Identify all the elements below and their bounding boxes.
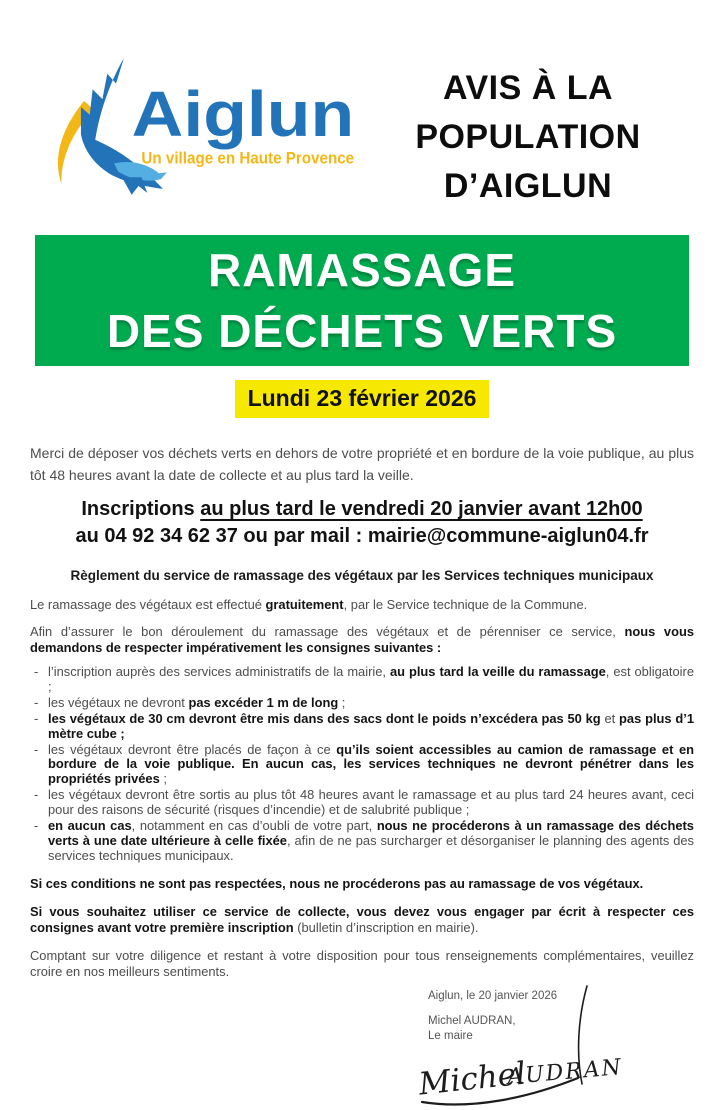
page-title	[360, 64, 696, 211]
inscriptions-deadline: Inscriptions au plus tard le vendredi 20 janvier avant 12h00	[81, 498, 643, 520]
banner-line-1: RAMASSAGE	[207, 243, 517, 296]
page-title-line-3: D’AIGLUN	[443, 167, 613, 205]
date-row	[0, 380, 724, 418]
aiglun-logo	[38, 54, 360, 196]
paragraph-closing: Comptant sur votre diligence et restant à votre disposition pour tous renseignements complémentaires, veuillez croire en nos meilleurs sentiments.	[30, 947, 694, 979]
page-title-line-1: AVIS À LA	[442, 69, 614, 107]
logo-wordmark: Aiglun	[131, 78, 355, 151]
signature-block	[417, 989, 668, 1108]
signature-role: Le maire	[428, 1029, 473, 1042]
signature-script-first: Michel	[417, 1055, 528, 1103]
header	[0, 0, 724, 211]
paragraph-conditions: Si ces conditions ne sont pas respectées, nous ne procéderons pas au ramassage de vos végétaux.	[30, 875, 644, 891]
list-item: - l’inscription auprès des services administratifs de la mairie, au plus tard la veille du ramassage, est obligatoire ;	[34, 665, 694, 695]
consignes-list	[34, 665, 694, 864]
inscriptions-contact: au 04 92 34 62 37 ou par mail : mairie@commune-aiglun04.fr	[75, 525, 649, 547]
logo-tagline: Un village en Haute Provence	[141, 148, 355, 168]
signature-name: Michel AUDRAN,	[428, 1014, 516, 1027]
list-item: - en aucun cas, notamment en cas d’oubli de votre part, nous ne procéderons à un ramassage des déchets verts à une date ultérieure à celle fixée, afin de ne pas surcharger et désorganiser le planning des agents des services techniques municipaux.	[34, 819, 694, 864]
banner-line-2: DES DÉCHETS VERTS	[106, 304, 618, 357]
eagle-wing-shape	[81, 58, 124, 144]
list-item: - les végétaux devront être placés de façon à ce qu’ils soient accessibles au camion de ramassage et en bordure de la voie publique. En aucun cas, les services techniques ne devront pénétrer dans les propriétés privées ;	[34, 743, 694, 788]
page-title-line-2: POPULATION	[415, 118, 641, 156]
paragraph-gratuit: Le ramassage des végétaux est effectué gratuitement, par le Service technique de la Commune.	[30, 597, 588, 612]
signature-place-date: Aiglun, le 20 janvier 2026	[428, 989, 558, 1002]
signature-script-last: AUDRAN	[506, 1054, 624, 1090]
signature-underline	[422, 1078, 578, 1105]
inscriptions-block	[0, 496, 724, 550]
list-item: - les végétaux de 30 cm devront être mis dans des sacs dont le poids n’excédera pas 50 kg et pas plus d’1 mètre cube ;	[34, 712, 694, 742]
reglement-heading: Règlement du service de ramassage des végétaux par les Services techniques municipaux	[70, 568, 654, 583]
paragraph-engagement: Si vous souhaitez utiliser ce service de collecte, vous devez vous engager par écrit à respecter ces consignes avant votre première inscription (bulletin d’inscription en mairie).	[30, 903, 694, 935]
green-banner	[35, 235, 689, 366]
intro-paragraph: Merci de déposer vos déchets verts en dehors de votre propriété et en bordure de la voie publique, au plus tôt 48 heures avant la date de collecte et au plus tard la veille.	[30, 445, 694, 483]
list-item: - les végétaux devront être sortis au plus tôt 48 heures avant le ramassage et au plus tard 24 heures avant, ceci pour des raisons de sécurité (risques d’incendie) et de salubrité publique ;	[34, 788, 694, 818]
collection-date-badge: Lundi 23 février 2026	[235, 380, 490, 418]
paragraph-consignes: Afin d’assurer le bon déroulement du ramassage des végétaux et de pérenniser ce service, nous vous demandons de respecter impérativement les consignes suivantes :	[30, 624, 694, 655]
list-item: - les végétaux ne devront pas excéder 1 m de long ;	[34, 696, 694, 711]
